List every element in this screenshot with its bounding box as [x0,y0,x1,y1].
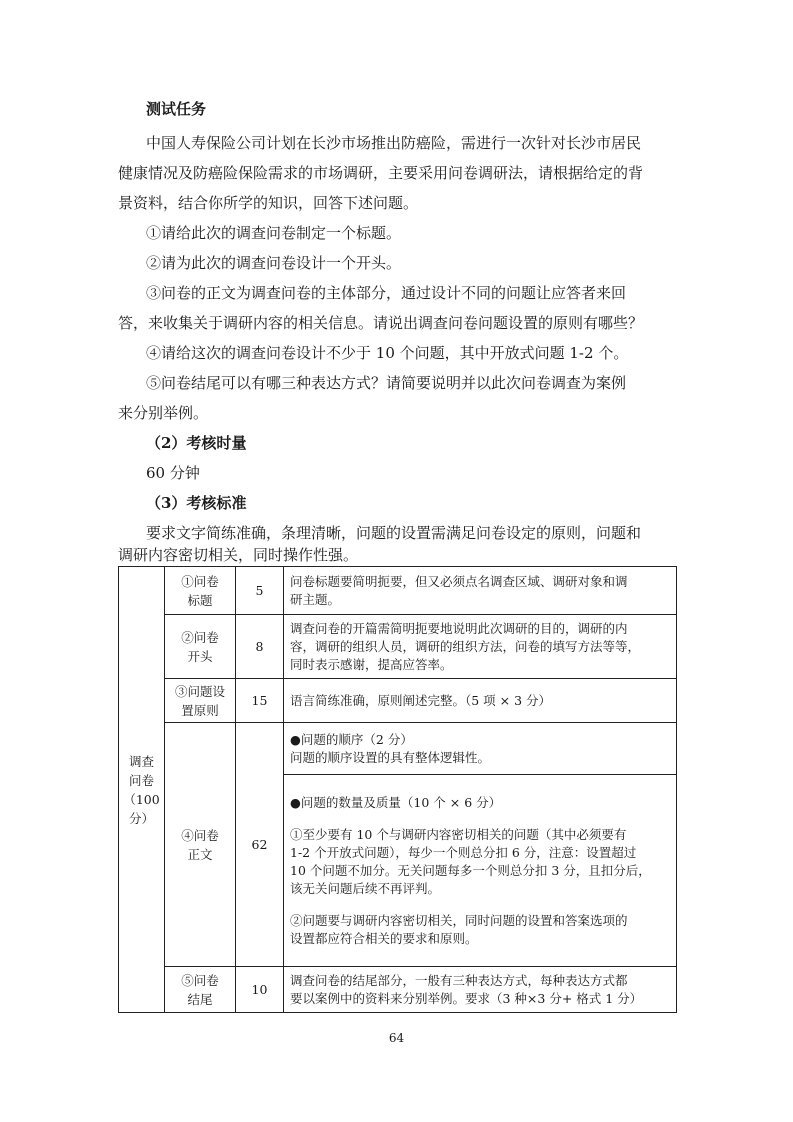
score-cell: 5 [236,567,284,615]
page-number: 64 [388,1031,405,1045]
question-2: ②请为此次的调查问卷设计一个开头。 [146,254,402,272]
description-cell: 调查问卷的开篇需简明扼要地说明此次调研的目的，调研的内 容，调研的组织人员，调研的组织方法，问卷的填写方法等等， 同时表示感谢，提高应答率。 [284,615,677,679]
table-row [119,567,677,615]
description-cell: 问卷标题要简明扼要，但又必须点名调查区域、调研对象和调 研主题。 [284,567,677,615]
table-row [119,967,677,1013]
score-cell: 10 [236,967,284,1013]
question-3-line-2: 答，来收集关于调研内容的相关信息。请说出调查问卷问题设置的原则有哪些？ [118,314,644,332]
time-value: 60 分钟 [146,464,200,482]
question-4: ④请给这次的调查问卷设计不少于 10 个问题，其中开放式问题 1-2 个。 [146,344,629,362]
item-cell: ④问卷 正文 [165,723,236,967]
item-cell: ③问题设 置原则 [165,679,236,723]
item-cell: ②问卷 开头 [165,615,236,679]
table-row [119,723,677,775]
description-cell: 调查问卷的结尾部分，一般有三种表达方式，每种表达方式都 要以案例中的资料来分别举例。要求（3 种×3 分+ 格式 1 分） [284,967,677,1013]
item-cell: ①问卷 标题 [165,567,236,615]
intro-line-2: 健康情况及防癌险保险需求的市场调研，主要采用问卷调研法，请根据给定的背 [118,164,644,182]
score-cell: 62 [236,723,284,967]
question-3-line-1: ③问卷的正文为调查问卷的主体部分，通过设计不同的问题让应答者来回 [146,284,627,302]
description-cell: ●问题的数量及质量（10 个 × 6 分） ①至少要有 10 个与调研内容密切相关的问题（其中必须要有 1-2 个开放式问题），每少一个则总分扣 6 分，注意：设置超过 10 个问题不加分。无关问题每多一个则总分扣 3 分，且扣分后， 该无关问题后续不再评判。 ②问题要与调研内容密切相关，同时问题的设置和答案选项的 设置都应符合相关的要求和原则。 [284,775,677,967]
intro-line-1: 中国人寿保险公司计划在长沙市场推出防癌险，需进行一次针对长沙市居民 [146,134,642,152]
score-cell: 8 [236,615,284,679]
question-5-line-1: ⑤问卷结尾可以有哪三种表达方式？请简要说明并以此次问卷调查为案例 [146,374,627,392]
standard-text-line-1: 要求文字简练准确，条理清晰，问题的设置需满足问卷设定的原则，问题和 [146,524,642,542]
item-cell: ⑤问卷 结尾 [165,967,236,1013]
time-heading: （2）考核时量 [146,434,247,452]
score-cell: 15 [236,679,284,723]
category-cell: 调查 问卷 （100 分） [119,567,165,1013]
table-row [119,615,677,679]
standard-text-line-2: 调研内容密切相关，同时操作性强。 [118,546,359,564]
table-row [119,679,677,723]
description-cell: 语言简练准确，原则阐述完整。（5 项 × 3 分） [284,679,677,723]
description-cell: ●问题的顺序（2 分） 问题的顺序设置的具有整体逻辑性。 [284,723,677,775]
question-1: ①请给此次的调查问卷制定一个标题。 [146,224,402,242]
standard-heading: （3）考核标准 [146,494,247,512]
question-5-line-2: 来分别举例。 [118,404,209,422]
intro-line-3: 景资料，结合你所学的知识，回答下述问题。 [118,194,419,212]
scoring-table [118,566,677,1013]
task-heading: 测试任务 [146,100,207,118]
